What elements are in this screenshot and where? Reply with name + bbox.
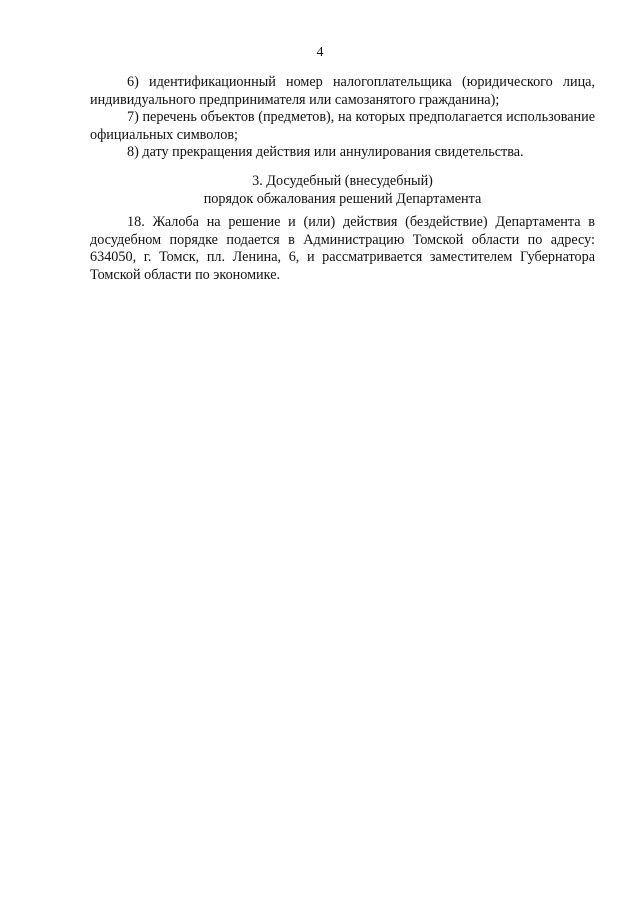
list-item-6: 6) идентификационный номер налогоплательщика (юридического лица, индивидуального предпринимателя или самозанятого гражданина);	[90, 74, 595, 108]
list-item-8: 8) дату прекращения действия или аннулирования свидетельства.	[127, 144, 524, 160]
complaint-paragraph: 18. Жалоба на решение и (или) действия (бездействие) Департамента в досудебном порядке подается в Администрацию Томской области по адресу: 634050, г. Томск, пл. Ленина, 6, и рассматривается заместителем Губернатора Томской области по экономике.	[90, 214, 595, 283]
list-block	[90, 74, 595, 162]
section-heading	[90, 173, 595, 208]
section-title-line2: порядок обжалования решений Департамента	[203, 190, 482, 207]
list-item-7: 7) перечень объектов (предметов), на которых предполагается использование официальных символов;	[90, 109, 595, 143]
page-number: 4	[316, 45, 324, 60]
complaint-block	[90, 214, 595, 284]
section-title-line1: 3. Досудебный (внесудебный)	[252, 173, 433, 189]
